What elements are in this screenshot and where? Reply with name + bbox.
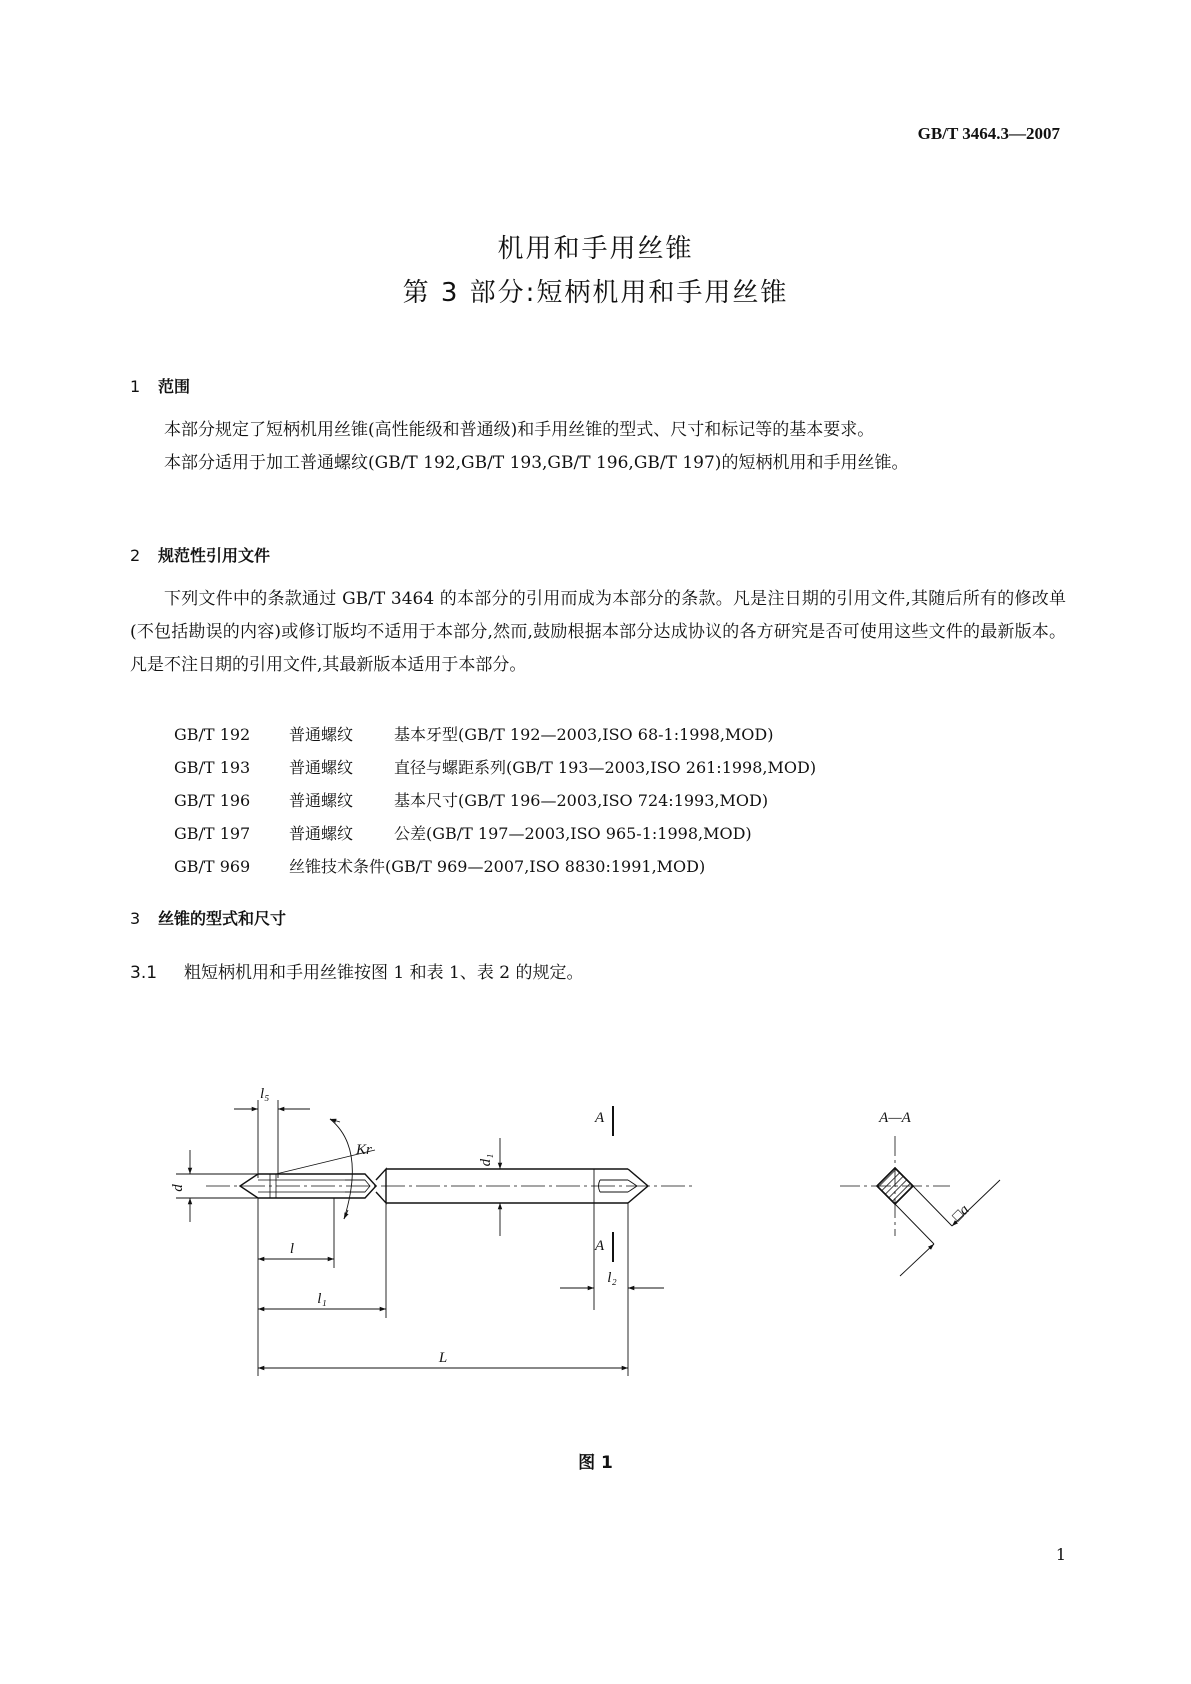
label-section-a-top: A <box>595 1110 605 1126</box>
reference-code: GB/T 196 <box>174 791 251 810</box>
label-l5: l₅ <box>260 1086 270 1102</box>
document-title-line2: 第 3 部分:短柄机用和手用丝锥 <box>402 278 789 308</box>
reference-item <box>174 821 752 844</box>
label-l2: l₂ <box>607 1270 617 1286</box>
tap-drawing-figure <box>0 1070 1191 1440</box>
label-d: d <box>170 1184 186 1192</box>
reference-item <box>174 788 768 811</box>
dimension-l5 <box>234 1100 310 1178</box>
label-kr: Kr <box>356 1142 372 1158</box>
reference-code: GB/T 969 <box>174 857 251 876</box>
reference-code: GB/T 192 <box>174 725 251 744</box>
section-2-title: 规范性引用文件 <box>158 546 271 565</box>
reference-group: 普通螺纹 <box>289 824 354 843</box>
section-3-title: 丝锥的型式和尺寸 <box>158 909 287 928</box>
label-section-a-bottom: A <box>595 1238 605 1254</box>
reference-title: 丝锥技术条件(GB/T 969—2007,ISO 8830:1991,MOD) <box>289 857 706 876</box>
label-section-aa: A—A <box>879 1110 911 1126</box>
reference-group: 普通螺纹 <box>289 791 354 810</box>
section-3-heading <box>130 906 286 929</box>
reference-title: 公差(GB/T 197—2003,ISO 965-1:1998,MOD) <box>394 824 752 843</box>
section-1-heading <box>130 374 190 397</box>
section-1-number: 1 <box>130 377 141 396</box>
section-2-number: 2 <box>130 546 141 565</box>
reference-item <box>174 722 773 745</box>
reference-group: 普通螺纹 <box>289 725 354 744</box>
section-view-aa <box>840 1136 1000 1276</box>
section-1-paragraph-1: 本部分规定了短柄机用丝锥(高性能级和普通级)和手用丝锥的型式、尺寸和标记等的基本要求。 <box>164 420 875 440</box>
section-1-paragraph-2: 本部分适用于加工普通螺纹(GB/T 192,GB/T 193,GB/T 196,GB/T 197)的短柄机用和手用丝锥。 <box>164 453 909 473</box>
reference-code: GB/T 197 <box>174 824 251 843</box>
reference-title: 直径与螺距系列(GB/T 193—2003,ISO 261:1998,MOD) <box>394 758 817 777</box>
label-l1: l₁ <box>317 1291 327 1307</box>
clause-3-1 <box>130 958 583 983</box>
section-2-heading <box>130 543 270 566</box>
standard-code: GB/T 3464.3—2007 <box>917 124 1060 143</box>
document-title-line1: 机用和手用丝锥 <box>497 234 694 264</box>
reference-code: GB/T 193 <box>174 758 251 777</box>
label-l: l <box>289 1241 295 1257</box>
label-d1: d₁ <box>478 1153 494 1167</box>
clause-number: 3.1 <box>130 963 158 983</box>
label-L: L <box>438 1350 448 1366</box>
figure-caption: 图 1 <box>578 1453 613 1473</box>
section-3-number: 3 <box>130 909 141 928</box>
reference-item <box>174 854 705 877</box>
reference-item <box>174 755 816 778</box>
section-2-paragraph: 下列文件中的条款通过 GB/T 3464 的本部分的引用而成为本部分的条款。凡是注日期的引用文件,其随后所有的修改单(不包括勘误的内容)或修订版均不适用于本部分,然而,鼓励根据本部分达成协议的各方研究是否可使用这些文件的最新版本。凡是不注日期的引用文件,其最新版本适用于本部分。 <box>130 589 1066 675</box>
label-square-a: □a <box>949 1201 973 1225</box>
section-1-title: 范围 <box>158 377 191 396</box>
reference-group: 普通螺纹 <box>289 758 354 777</box>
reference-title: 基本尺寸(GB/T 196—2003,ISO 724:1993,MOD) <box>394 791 769 810</box>
clause-text: 粗短柄机用和手用丝锥按图 1 和表 1、表 2 的规定。 <box>184 963 584 983</box>
angle-kr <box>276 1119 375 1219</box>
page-number: 1 <box>1055 1545 1066 1564</box>
reference-title: 基本牙型(GB/T 192—2003,ISO 68-1:1998,MOD) <box>394 725 774 744</box>
